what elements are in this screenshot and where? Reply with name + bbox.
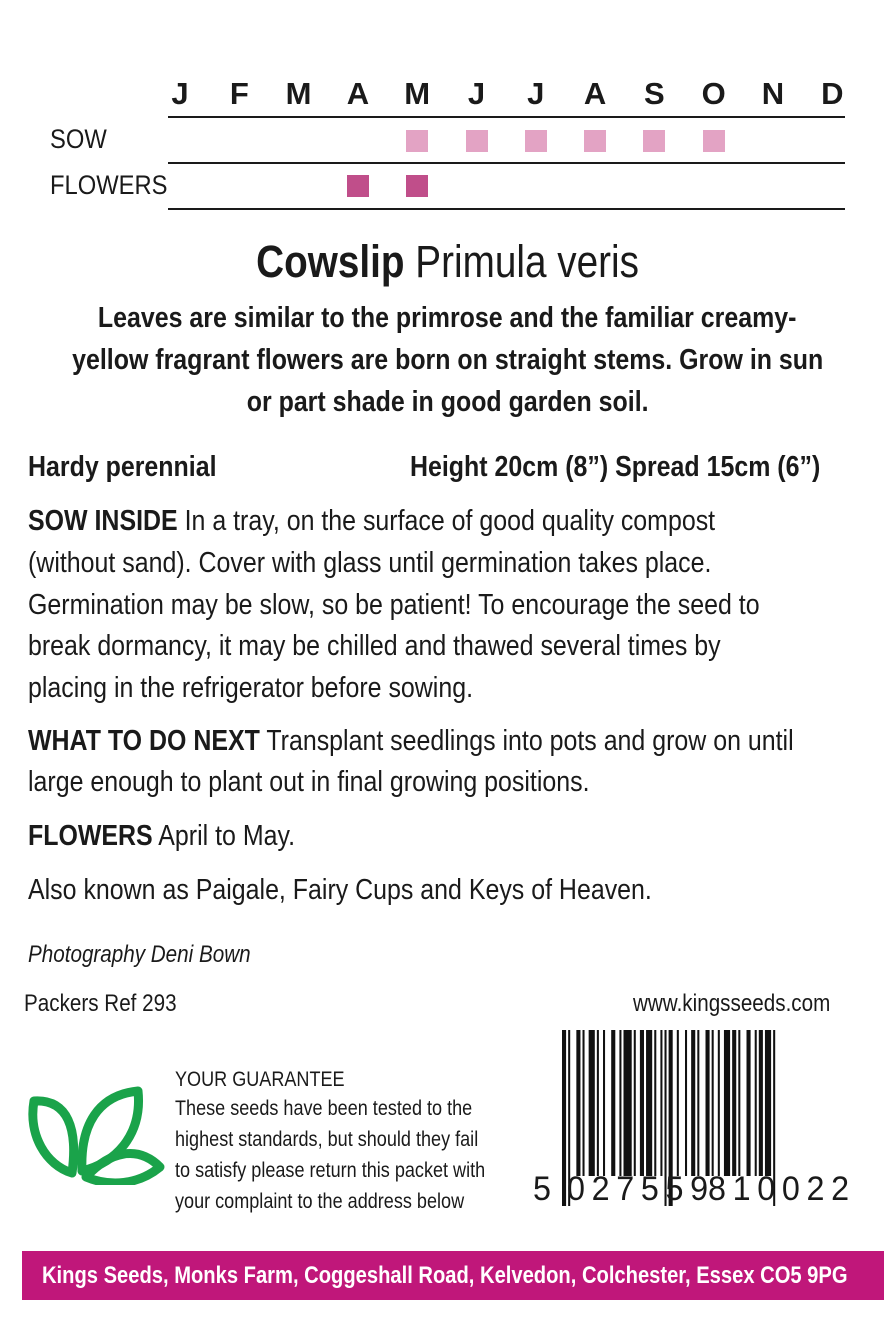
next-heading: WHAT TO DO NEXT bbox=[28, 725, 260, 757]
flowers-row-label: FLOWERS bbox=[50, 170, 168, 200]
guarantee-heading: YOUR GUARANTEE bbox=[175, 1068, 345, 1091]
barcode-bar bbox=[718, 1030, 720, 1176]
sow-month-cell bbox=[406, 130, 428, 152]
guarantee-line: highest standards, but should they fail bbox=[175, 1128, 479, 1151]
barcode-bar bbox=[660, 1030, 662, 1176]
barcode-bar bbox=[597, 1030, 599, 1176]
month-label: A bbox=[346, 76, 370, 111]
common-name: Cowslip bbox=[256, 236, 405, 287]
month-label: J bbox=[527, 76, 545, 111]
intro-line: or part shade in good garden soil. bbox=[246, 386, 649, 418]
also-known-as: Also known as Paigale, Fairy Cups and Keys of Heaven. bbox=[28, 874, 652, 906]
page-title bbox=[0, 236, 895, 288]
barcode-bar bbox=[747, 1030, 751, 1176]
barcode-bar bbox=[634, 1030, 636, 1176]
latin-name: Primula veris bbox=[415, 236, 639, 287]
barcode-bar bbox=[589, 1030, 595, 1176]
month-label: A bbox=[583, 76, 607, 111]
sow-month-cell bbox=[466, 130, 488, 152]
month-label: J bbox=[171, 76, 189, 111]
calendar-divider bbox=[168, 116, 845, 118]
month-label: M bbox=[404, 76, 431, 111]
barcode-bar bbox=[706, 1030, 710, 1176]
barcode-digits-left: 027559 bbox=[567, 1170, 715, 1208]
barcode-digit-first: 5 bbox=[533, 1170, 558, 1208]
barcode-bar bbox=[611, 1030, 615, 1176]
flowers-heading: FLOWERS bbox=[28, 820, 153, 852]
barcode-bar bbox=[646, 1030, 652, 1176]
next-line: WHAT TO DO NEXT Transplant seedlings into pots and grow on until bbox=[28, 725, 794, 757]
footer-address: Kings Seeds, Monks Farm, Coggeshall Road, Kelvedon, Colchester, Essex CO5 9PG bbox=[42, 1262, 848, 1289]
calendar-divider bbox=[168, 208, 845, 210]
website: www.kingsseeds.com bbox=[633, 990, 831, 1017]
barcode-digits-right: 810022 bbox=[708, 1170, 856, 1208]
barcode-bar bbox=[765, 1030, 771, 1176]
sow-month-cell bbox=[703, 130, 725, 152]
intro-line: Leaves are similar to the primrose and the familiar creamy- bbox=[98, 302, 797, 334]
intro-line: yellow fragrant flowers are born on straight stems. Grow in sun bbox=[71, 344, 824, 376]
barcode-bar bbox=[732, 1030, 736, 1176]
plant-size: Height 20cm (8”) Spread 15cm (6”) bbox=[410, 451, 821, 483]
sow-inside-line: (without sand). Cover with glass until germination takes place. bbox=[28, 547, 712, 579]
packers-ref: Packers Ref 293 bbox=[24, 990, 177, 1017]
sow-inside-line: break dormancy, it may be chilled and thawed several times by bbox=[28, 630, 721, 662]
sow-inside-line: Germination may be slow, so be patient! To encourage the seed to bbox=[28, 589, 760, 621]
leaf-logo-icon bbox=[26, 1085, 166, 1185]
flowers-month-cell bbox=[406, 175, 428, 197]
month-label: N bbox=[761, 76, 785, 111]
month-label: F bbox=[229, 76, 249, 111]
month-label: D bbox=[821, 76, 844, 111]
barcode-bar bbox=[576, 1030, 580, 1176]
sow-month-cell bbox=[525, 130, 547, 152]
sow-inside-heading: SOW INSIDE bbox=[28, 505, 178, 537]
barcode-bar bbox=[691, 1030, 695, 1176]
barcode-bar bbox=[712, 1030, 714, 1176]
sow-month-cell bbox=[584, 130, 606, 152]
barcode-bar bbox=[738, 1030, 740, 1176]
sow-inside-line: placing in the refrigerator before sowing. bbox=[28, 672, 474, 704]
barcode-bar bbox=[697, 1030, 699, 1176]
guarantee-line: your complaint to the address below bbox=[175, 1190, 465, 1213]
month-label: S bbox=[644, 76, 665, 111]
plant-type: Hardy perennial bbox=[28, 451, 217, 483]
barcode-bar bbox=[724, 1030, 730, 1176]
barcode-bar bbox=[562, 1030, 566, 1206]
month-label: J bbox=[467, 76, 486, 111]
barcode-bar bbox=[603, 1030, 605, 1176]
calendar-divider bbox=[168, 162, 845, 164]
guarantee-line: These seeds have been tested to the bbox=[175, 1097, 473, 1120]
barcode-bar bbox=[654, 1030, 656, 1176]
guarantee-line: to satisfy please return this packet with bbox=[175, 1159, 486, 1182]
barcode-bar bbox=[677, 1030, 679, 1176]
sow-month-cell bbox=[643, 130, 665, 152]
barcode-bar bbox=[759, 1030, 763, 1176]
barcode-bar bbox=[755, 1030, 757, 1176]
barcode-bar bbox=[619, 1030, 621, 1176]
barcode-bar bbox=[640, 1030, 644, 1176]
photo-credit: Photography Deni Bown bbox=[28, 941, 251, 968]
flowers-line: FLOWERS April to May. bbox=[28, 820, 296, 852]
sow-row-label: SOW bbox=[50, 124, 107, 154]
month-label: M bbox=[285, 76, 312, 111]
flowers-month-cell bbox=[347, 175, 369, 197]
barcode-bar bbox=[624, 1030, 632, 1176]
sow-inside-line: SOW INSIDE In a tray, on the surface of good quality compost bbox=[28, 505, 716, 537]
month-label: O bbox=[701, 76, 726, 111]
next-line: large enough to plant out in final growing positions. bbox=[28, 766, 590, 798]
barcode-bar bbox=[685, 1030, 687, 1176]
barcode-bar bbox=[583, 1030, 585, 1176]
